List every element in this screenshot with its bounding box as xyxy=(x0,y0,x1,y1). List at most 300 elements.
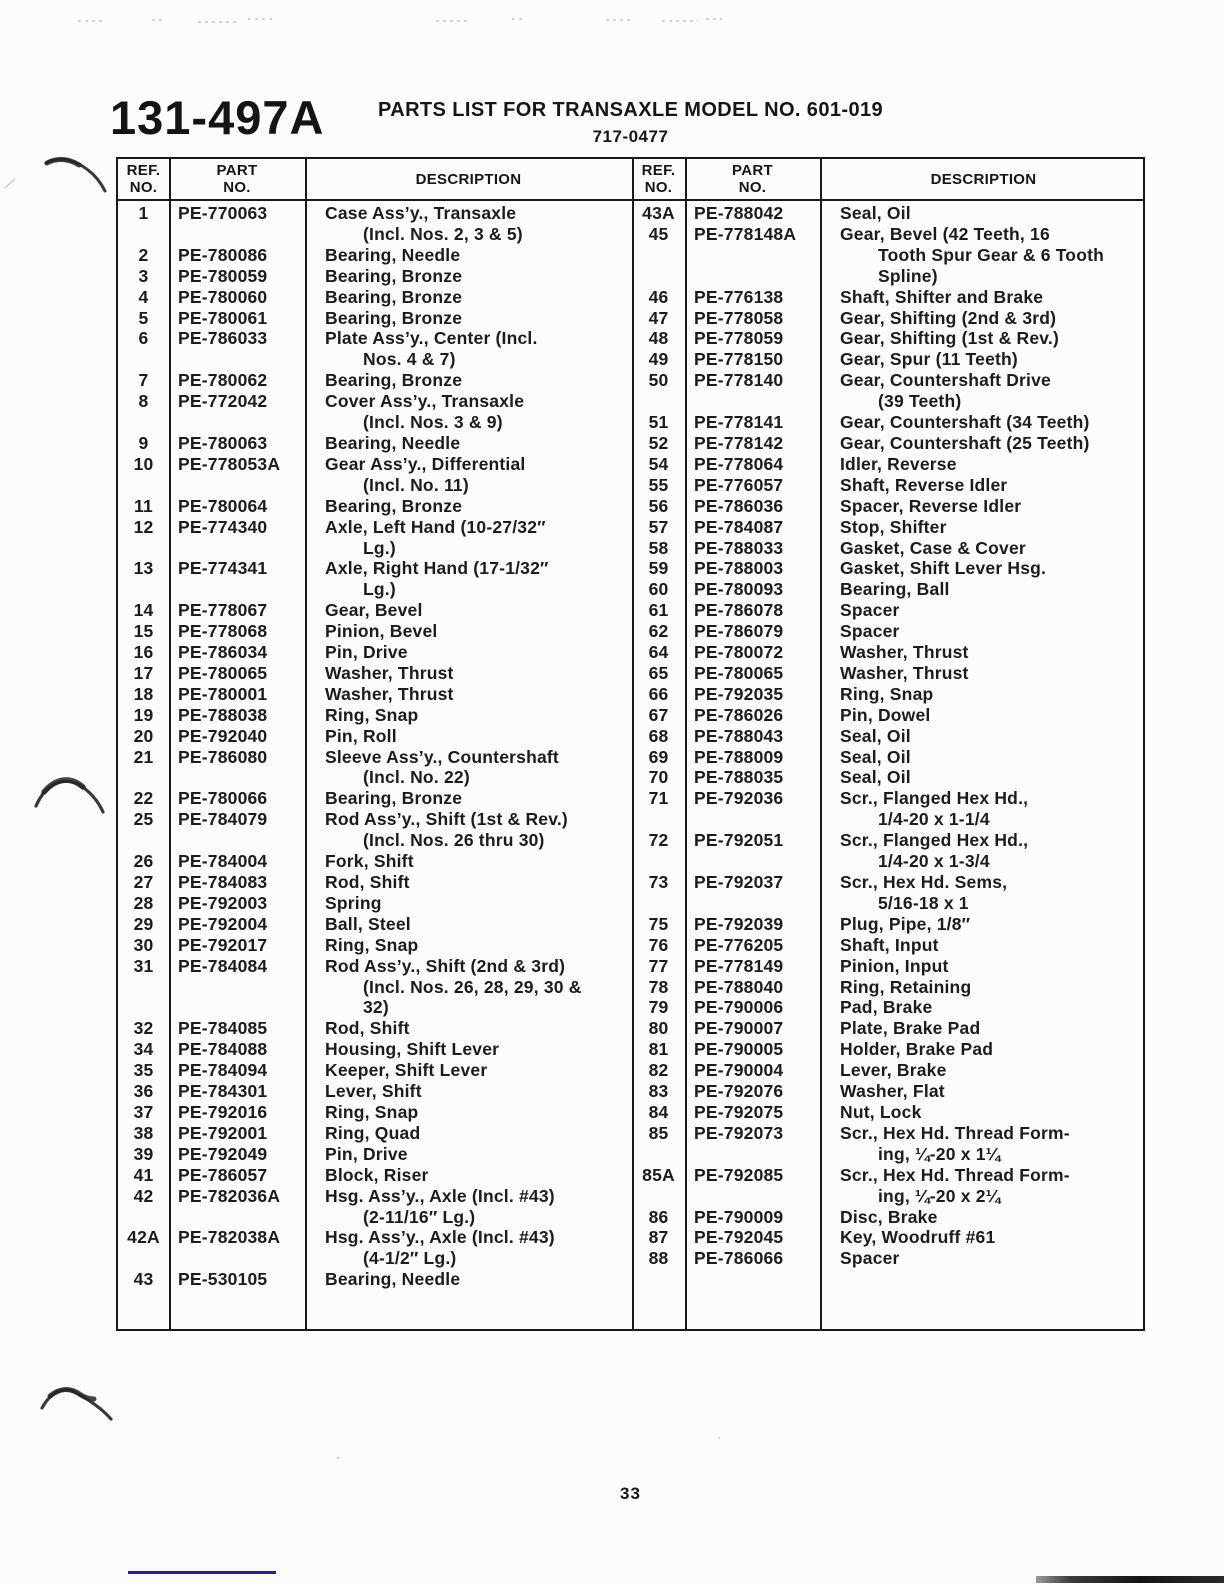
description-line: Scr., Flanged Hex Hd., xyxy=(840,830,1029,851)
ref-no-cell: 13 xyxy=(133,558,154,579)
col-header-description-right xyxy=(820,159,1147,199)
description-cell xyxy=(305,287,632,308)
ref-no-cell: 68 xyxy=(648,725,669,746)
description-cell xyxy=(820,956,1147,977)
part-no-cell: PE-788043 xyxy=(694,725,784,746)
model-code: 717-0477 xyxy=(592,127,669,146)
part-no-cell: PE-784301 xyxy=(178,1081,268,1102)
description-cell xyxy=(820,600,1147,621)
ref-no-cell: 61 xyxy=(648,600,669,621)
description-line: Pin, Drive xyxy=(325,1143,408,1164)
description-line: Lg.) xyxy=(363,579,396,600)
ref-no-cell: 26 xyxy=(133,851,154,872)
description-line: Shaft, Reverse Idler xyxy=(840,474,1008,495)
table-row xyxy=(632,287,1147,308)
description-cell xyxy=(305,308,632,329)
ref-no-cell: 9 xyxy=(138,432,149,453)
description-cell xyxy=(305,1269,632,1290)
description-cell xyxy=(305,454,632,496)
ref-no-cell: 45 xyxy=(648,223,669,244)
description-line: Disc, Brake xyxy=(840,1206,938,1227)
description-cell xyxy=(305,809,632,851)
table-row xyxy=(118,266,632,287)
description-line: Bearing, Bronze xyxy=(325,370,463,391)
part-no-cell: PE-780059 xyxy=(178,265,268,286)
part-no-cell: PE-792049 xyxy=(178,1143,268,1164)
description-line: Shaft, Input xyxy=(840,934,939,955)
description-cell xyxy=(820,538,1147,559)
description-line: 32) xyxy=(363,997,389,1018)
description-line: Bearing, Bronze xyxy=(325,495,463,516)
description-line: Lever, Brake xyxy=(840,1060,947,1081)
ref-no-cell: 85 xyxy=(648,1122,669,1143)
part-no-cell: PE-780065 xyxy=(178,662,268,683)
ref-no-cell: 77 xyxy=(648,955,669,976)
description-cell xyxy=(305,391,632,433)
description-cell xyxy=(305,1102,632,1123)
ref-no-cell: 65 xyxy=(648,662,669,683)
table-row xyxy=(118,621,632,642)
part-no-cell: PE-778140 xyxy=(694,370,784,391)
part-no-cell: PE-778149 xyxy=(694,955,784,976)
description-cell xyxy=(820,1060,1147,1081)
part-no-cell: PE-780086 xyxy=(178,244,268,265)
description-cell xyxy=(820,914,1147,935)
table-row xyxy=(118,203,632,245)
page-number: 33 xyxy=(620,1484,641,1503)
parts-table xyxy=(116,157,1145,1331)
ref-no-cell: 6 xyxy=(138,328,149,349)
table-row xyxy=(118,1102,632,1123)
pen-tick xyxy=(5,179,15,188)
part-no-cell: PE-792045 xyxy=(694,1227,784,1248)
ref-no-cell: 71 xyxy=(648,788,669,809)
description-cell xyxy=(305,705,632,726)
description-line: Cover Ass’y., Transaxle xyxy=(325,391,525,412)
table-row xyxy=(118,1081,632,1102)
table-row xyxy=(632,1248,1147,1269)
description-line: Hsg. Ass’y., Axle (Incl. #43) xyxy=(325,1185,555,1206)
part-no-cell: PE-792036 xyxy=(694,788,784,809)
description-cell xyxy=(820,349,1147,370)
description-line: (Incl. Nos. 2, 3 & 5) xyxy=(363,223,523,244)
part-no-cell: PE-786036 xyxy=(694,495,784,516)
ref-no-cell: 41 xyxy=(133,1164,154,1185)
description-line: Gear, Countershaft (34 Teeth) xyxy=(840,412,1090,433)
header-line: PART xyxy=(216,162,258,179)
description-line: Block, Riser xyxy=(325,1164,429,1185)
parts-list-title: PARTS LIST FOR TRANSAXLE MODEL NO. 601-019 xyxy=(377,99,884,121)
table-row xyxy=(118,956,632,1019)
description-cell xyxy=(820,1227,1147,1248)
description-line: Case Ass’y., Transaxle xyxy=(325,203,517,223)
table-row xyxy=(118,496,632,517)
ref-no-cell: 20 xyxy=(133,725,154,746)
table-row xyxy=(118,684,632,705)
table-row xyxy=(632,1018,1147,1039)
ref-no-cell: 85A xyxy=(642,1164,675,1185)
header-line: NO. xyxy=(644,179,673,196)
ref-no-cell: 62 xyxy=(648,621,669,642)
part-no-cell: PE-776057 xyxy=(694,474,784,495)
part-no-cell: PE-780065 xyxy=(694,662,784,683)
part-no-cell: PE-792051 xyxy=(694,830,784,851)
part-no-cell: PE-784083 xyxy=(178,872,268,892)
description-line: Seal, Oil xyxy=(840,725,911,746)
description-line: Rod Ass’y., Shift (2nd & 3rd) xyxy=(325,955,566,976)
table-row xyxy=(632,997,1147,1018)
description-cell xyxy=(820,747,1147,768)
part-no-cell: PE-780060 xyxy=(178,286,268,307)
description-line: Washer, Thrust xyxy=(840,662,969,683)
description-cell xyxy=(820,788,1147,830)
table-row xyxy=(632,935,1147,956)
description-cell xyxy=(305,1039,632,1060)
description-cell xyxy=(305,747,632,789)
ref-no-cell: 79 xyxy=(648,997,669,1018)
part-no-cell: PE-788003 xyxy=(694,558,784,579)
ref-no-cell: 42 xyxy=(133,1185,154,1206)
part-no-cell: PE-792040 xyxy=(178,725,268,746)
dust-speck xyxy=(337,1457,340,1460)
table-row xyxy=(632,538,1147,559)
table-row xyxy=(632,224,1147,287)
part-no-cell: PE-786034 xyxy=(178,642,268,663)
ref-no-cell: 4 xyxy=(138,286,149,307)
part-no-cell: PE-778068 xyxy=(178,621,268,642)
table-row xyxy=(118,245,632,266)
part-no-cell: PE-788040 xyxy=(694,976,784,997)
part-no-cell: PE-792073 xyxy=(694,1122,784,1143)
description-cell xyxy=(820,224,1147,287)
ref-no-cell: 18 xyxy=(133,683,154,704)
table-row xyxy=(118,935,632,956)
table-row xyxy=(118,517,632,559)
description-cell xyxy=(305,433,632,454)
description-line: Ring, Snap xyxy=(325,1101,419,1122)
description-cell xyxy=(820,454,1147,475)
table-row xyxy=(632,872,1147,914)
part-no-cell: PE-778141 xyxy=(694,412,784,433)
part-no-cell: PE-792003 xyxy=(178,892,268,913)
description-cell xyxy=(820,203,1147,224)
description-line: Lever, Shift xyxy=(325,1081,422,1102)
description-cell xyxy=(820,1081,1147,1102)
pen-mark-top xyxy=(46,159,105,191)
ref-no-cell: 78 xyxy=(648,976,669,997)
ref-no-cell: 50 xyxy=(648,370,669,391)
title-block xyxy=(116,99,1145,147)
description-cell xyxy=(820,1248,1147,1269)
pen-underline xyxy=(128,1571,276,1574)
ref-no-cell: 73 xyxy=(648,872,669,892)
table-row xyxy=(118,809,632,851)
table-row xyxy=(632,1102,1147,1123)
part-no-cell: PE-778059 xyxy=(694,328,784,349)
ref-no-cell: 2 xyxy=(138,244,149,265)
ref-no-cell: 67 xyxy=(648,704,669,725)
ref-no-cell: 82 xyxy=(648,1060,669,1081)
description-line: Pinion, Bevel xyxy=(325,621,438,642)
table-row xyxy=(632,1165,1147,1207)
description-line: Gear, Shifting (1st & Rev.) xyxy=(840,328,1060,349)
description-line: Gear, Shifting (2nd & 3rd) xyxy=(840,307,1057,328)
ref-no-cell: 37 xyxy=(133,1101,154,1122)
ref-no-cell: 14 xyxy=(133,600,154,621)
description-cell xyxy=(305,872,632,893)
description-cell xyxy=(820,328,1147,349)
header-line: PART xyxy=(732,162,773,179)
ref-no-cell: 38 xyxy=(133,1122,154,1143)
part-no-cell: PE-788038 xyxy=(178,704,268,725)
description-line: Gear Ass’y., Differential xyxy=(325,453,526,474)
description-line: Scr., Hex Hd. Thread Form- xyxy=(840,1164,1070,1185)
description-line: Nut, Lock xyxy=(840,1101,922,1122)
description-cell xyxy=(305,956,632,1019)
part-no-cell: PE-786079 xyxy=(694,621,784,642)
description-line: Fork, Shift xyxy=(325,851,414,872)
description-line: Nos. 4 & 7) xyxy=(363,349,456,370)
description-cell xyxy=(305,893,632,914)
parts-list-left-column xyxy=(118,203,632,1290)
description-cell xyxy=(305,203,632,245)
ref-no-cell: 80 xyxy=(648,1018,669,1039)
description-cell xyxy=(820,726,1147,747)
part-no-cell: PE-784079 xyxy=(178,809,268,830)
ref-no-cell: 48 xyxy=(648,328,669,349)
part-no-cell: PE-784087 xyxy=(694,516,784,537)
description-cell xyxy=(820,1018,1147,1039)
ref-no-cell: 8 xyxy=(138,391,149,412)
part-no-cell: PE-774341 xyxy=(178,558,268,579)
description-cell xyxy=(820,1039,1147,1060)
description-cell xyxy=(305,1123,632,1144)
description-cell xyxy=(305,642,632,663)
description-cell xyxy=(305,245,632,266)
description-cell xyxy=(305,663,632,684)
scan-artifact-bar xyxy=(1036,1576,1224,1583)
ref-no-cell: 84 xyxy=(648,1101,669,1122)
description-line: Stop, Shifter xyxy=(840,516,947,537)
table-row xyxy=(118,1123,632,1144)
table-row xyxy=(118,433,632,454)
description-line: Rod Ass’y., Shift (1st & Rev.) xyxy=(325,809,568,830)
part-no-cell: PE-784088 xyxy=(178,1039,268,1060)
description-line: Axle, Left Hand (10-27/32″ xyxy=(325,516,546,537)
description-cell xyxy=(305,600,632,621)
description-line: Plug, Pipe, 1/8″ xyxy=(840,913,971,934)
table-row xyxy=(118,1165,632,1186)
description-line: Idler, Reverse xyxy=(840,453,957,474)
description-line: Ball, Steel xyxy=(325,913,411,934)
description-line: Scr., Hex Hd. Sems, xyxy=(840,872,1008,892)
part-no-cell: PE-792004 xyxy=(178,913,268,934)
table-row xyxy=(118,370,632,391)
ref-no-cell: 36 xyxy=(133,1081,154,1102)
part-no-cell: PE-790004 xyxy=(694,1060,784,1081)
description-line: Gear, Countershaft Drive xyxy=(840,370,1051,391)
description-cell xyxy=(305,1144,632,1165)
ref-no-cell: 54 xyxy=(648,453,669,474)
description-line: Washer, Thrust xyxy=(325,662,454,683)
part-no-cell: PE-778142 xyxy=(694,432,784,453)
description-cell xyxy=(820,308,1147,329)
description-cell xyxy=(305,1227,632,1269)
description-cell xyxy=(305,370,632,391)
part-no-cell: PE-784084 xyxy=(178,955,268,976)
description-line: Pin, Dowel xyxy=(840,704,931,725)
description-line: Ring, Retaining xyxy=(840,976,972,997)
ref-no-cell: 75 xyxy=(648,913,669,934)
description-cell xyxy=(305,1165,632,1186)
ref-no-cell: 35 xyxy=(133,1060,154,1081)
table-row xyxy=(118,726,632,747)
part-no-cell: PE-772042 xyxy=(178,391,268,412)
table-row xyxy=(118,705,632,726)
description-line: Keeper, Shift Lever xyxy=(325,1060,488,1081)
ref-no-cell: 70 xyxy=(648,767,669,788)
table-row xyxy=(632,705,1147,726)
parts-list-right-column xyxy=(632,203,1147,1269)
part-no-cell: PE-778067 xyxy=(178,600,268,621)
table-row xyxy=(632,349,1147,370)
header-line: DESCRIPTION xyxy=(930,170,1037,188)
col-header-part-no-right xyxy=(685,159,820,199)
table-row xyxy=(632,684,1147,705)
table-row xyxy=(632,914,1147,935)
ref-no-cell: 3 xyxy=(138,265,149,286)
col-header-description-left xyxy=(305,159,632,199)
ref-no-cell: 52 xyxy=(648,432,669,453)
description-cell xyxy=(305,328,632,370)
part-no-cell: PE-778064 xyxy=(694,453,784,474)
description-line: Bearing, Bronze xyxy=(325,265,463,286)
part-no-cell: PE-780072 xyxy=(694,642,784,663)
table-row xyxy=(118,1186,632,1228)
part-no-cell: PE-788042 xyxy=(694,203,784,223)
ref-no-cell: 46 xyxy=(648,286,669,307)
table-row xyxy=(632,1081,1147,1102)
description-line: Plate, Brake Pad xyxy=(840,1018,981,1039)
part-no-cell: PE-792075 xyxy=(694,1101,784,1122)
ref-no-cell: 60 xyxy=(648,579,669,600)
description-cell xyxy=(305,266,632,287)
description-cell xyxy=(820,830,1147,872)
ref-no-cell: 57 xyxy=(648,516,669,537)
table-row xyxy=(118,851,632,872)
description-cell xyxy=(305,788,632,809)
description-cell xyxy=(305,1081,632,1102)
description-line: Sleeve Ass’y., Countershaft xyxy=(325,746,559,767)
description-line: Scr., Flanged Hex Hd., xyxy=(840,788,1029,809)
table-row xyxy=(118,328,632,370)
part-no-cell: PE-786026 xyxy=(694,704,784,725)
description-line: Pin, Roll xyxy=(325,725,397,746)
description-cell xyxy=(820,475,1147,496)
table-row xyxy=(632,621,1147,642)
table-row xyxy=(632,788,1147,830)
header-line: NO. xyxy=(129,179,158,196)
description-cell xyxy=(820,872,1147,914)
description-cell xyxy=(820,579,1147,600)
description-line: Housing, Shift Lever xyxy=(325,1039,500,1060)
table-row xyxy=(632,308,1147,329)
description-line: Lg.) xyxy=(363,537,396,558)
part-no-cell: PE-792017 xyxy=(178,934,268,955)
part-no-cell: PE-780093 xyxy=(694,579,784,600)
ref-no-cell: 51 xyxy=(648,412,669,433)
description-cell xyxy=(820,977,1147,998)
ref-no-cell: 12 xyxy=(133,516,154,537)
description-cell xyxy=(820,663,1147,684)
description-line: Bearing, Needle xyxy=(325,244,461,265)
ref-no-cell: 81 xyxy=(648,1039,669,1060)
description-line: Scr., Hex Hd. Thread Form- xyxy=(840,1122,1070,1143)
description-line: Hsg. Ass’y., Axle (Incl. #43) xyxy=(325,1227,555,1248)
description-cell xyxy=(305,1186,632,1228)
description-cell xyxy=(305,1018,632,1039)
description-line: Axle, Right Hand (17-1/32″ xyxy=(325,558,549,579)
table-row xyxy=(118,663,632,684)
ref-no-cell: 49 xyxy=(648,349,669,370)
col-header-ref-no-left xyxy=(118,159,169,199)
ref-no-cell: 34 xyxy=(133,1039,154,1060)
ref-no-cell: 83 xyxy=(648,1081,669,1102)
description-line: Gear, Bevel xyxy=(325,600,423,621)
part-no-cell: PE-780001 xyxy=(178,683,268,704)
description-line: Bearing, Needle xyxy=(325,1269,461,1290)
ref-no-cell: 29 xyxy=(133,913,154,934)
description-cell xyxy=(305,726,632,747)
doc-number: 131-497A xyxy=(110,91,325,144)
header-line: REF. xyxy=(126,162,161,179)
description-cell xyxy=(820,642,1147,663)
table-row xyxy=(118,642,632,663)
part-no-cell: PE-792001 xyxy=(178,1122,268,1143)
ref-no-cell: 21 xyxy=(133,746,154,767)
ref-no-cell: 66 xyxy=(648,683,669,704)
part-no-cell: PE-792037 xyxy=(694,872,784,892)
description-line: Plate Ass’y., Center (Incl. xyxy=(325,328,538,349)
part-no-cell: PE-782038A xyxy=(178,1227,281,1248)
table-row xyxy=(632,1060,1147,1081)
table-row xyxy=(118,1227,632,1269)
part-no-cell: PE-778150 xyxy=(694,349,784,370)
part-no-cell: PE-780064 xyxy=(178,495,268,516)
ref-no-cell: 31 xyxy=(133,955,154,976)
description-line: Ring, Snap xyxy=(325,704,419,725)
description-line: Bearing, Bronze xyxy=(325,286,463,307)
description-line: Bearing, Bronze xyxy=(325,788,463,809)
description-line: Holder, Brake Pad xyxy=(840,1039,994,1060)
table-row xyxy=(632,726,1147,747)
description-cell xyxy=(305,496,632,517)
description-line: Gasket, Case & Cover xyxy=(840,537,1026,558)
description-line: Pinion, Input xyxy=(840,955,949,976)
description-cell xyxy=(305,621,632,642)
description-line: (Incl. Nos. 3 & 9) xyxy=(363,412,503,433)
part-no-cell: PE-778058 xyxy=(694,307,784,328)
ref-no-cell: 11 xyxy=(134,495,153,516)
part-no-cell: PE-788009 xyxy=(694,746,784,767)
description-line: Washer, Thrust xyxy=(325,683,454,704)
ref-no-cell: 5 xyxy=(138,307,149,328)
description-cell xyxy=(820,705,1147,726)
description-line: ing, ¼-20 x 2¼ xyxy=(878,1185,1001,1206)
table-row xyxy=(632,496,1147,517)
table-row xyxy=(632,412,1147,433)
ref-no-cell: 55 xyxy=(648,474,669,495)
